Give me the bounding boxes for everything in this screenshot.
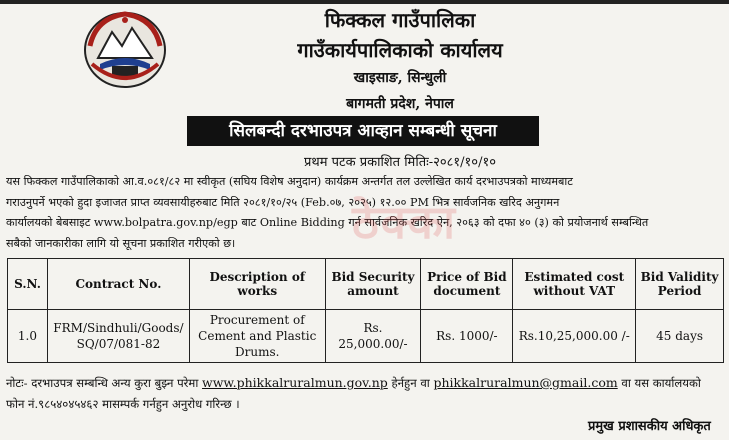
notice-title: सिलबन्दी दरभाउपत्र आव्हान सम्बन्धी सूचना (187, 116, 539, 146)
note-suffix: वा यस कार्यालयको (621, 376, 701, 390)
cell-contract-no: FRM/Sindhuli/Goods/ SQ/07/081-82 (47, 310, 189, 363)
cell-sn: 1.0 (8, 310, 48, 363)
header-bid-security: Bid Security amount (325, 259, 421, 310)
table-row (8, 310, 724, 363)
province-name: बागमती प्रदेश, नेपाल (346, 96, 454, 112)
municipality-name: फिक्कल गाउँपालिका (324, 8, 476, 32)
notice-body-line: यस फिक्कल गाउँपालिकाको आ.व.०८१/८२ मा स्वीकृत (सघिय विशेष अनुदान) कार्यक्रम अन्तर्गत तल उल्लेखित कार्य दरभाउपत्रको माध्यमबाट (6, 175, 573, 188)
header-contract-no: Contract No. (47, 259, 189, 310)
note-prefix: नोटः- दरभाउपत्र सम्बन्धि अन्य कुरा बुझ्न परेमा (6, 376, 199, 390)
publication-date: प्रथम पटक प्रकाशित मितिः-२०८१/१०/१० (304, 155, 496, 170)
header-description: Description of works (189, 259, 325, 310)
footer-note (6, 372, 722, 415)
header-doc-price: Price of Bid document (421, 259, 513, 310)
top-rule (0, 0, 729, 4)
notice-body-line: सबैको जानकारीका लागि यो सूचना प्रकाशित गरीएको छ। (6, 236, 236, 250)
cell-bid-security: Rs. 25,000.00/- (325, 310, 421, 363)
office-location: खाइसाङ, सिन्धुली (353, 70, 447, 86)
bid-table (7, 258, 724, 363)
header-sn: S.N. (8, 259, 48, 310)
table-header-row (8, 259, 724, 310)
email-link[interactable]: phikkalruralmun@gmail.com (433, 375, 618, 390)
watermark: ठेक्का (352, 195, 458, 249)
footer-note-line-1 (6, 372, 722, 394)
signatory: प्रमुख प्रशासकीय अधिकृत (588, 419, 711, 434)
municipal-emblem-icon (82, 6, 168, 90)
notice-body-line: गराउनुपर्ने भएको हुदा इजाजत प्राप्त व्यवसायीहरुबाट मिति २०८१/१०/२५ (Feb.०७, २०२५) १२.०० PM भित्र सार्वजनिक खरिद अनुगमन (6, 195, 560, 209)
notice-body-line: कार्यालयको बेबसाइट www.bolpatra.gov.np/egp बाट Online Bidding गर्न सार्वजनिक खरिद ऐन, २०६३ को दफा ४० (३) को प्रयोजनार्थ सम्बन्धित (6, 216, 649, 229)
footer-note-line-2: फोन नं.९८५४०४५४६२ मासम्पर्क गर्नहुन अनुरोध गरिन्छ । (6, 397, 240, 411)
office-name: गाउँकार्यपालिकाको कार्यालय (297, 38, 503, 62)
cell-doc-price: Rs. 1000/- (421, 310, 513, 363)
header-estimated-cost: Estimated cost without VAT (513, 259, 636, 310)
website-link[interactable]: www.phikkalruralmun.gov.np (202, 375, 388, 390)
cell-validity: 45 days (636, 310, 724, 363)
header-validity: Bid Validity Period (636, 259, 724, 310)
note-mid: हेर्नहुन वा (391, 376, 430, 390)
cell-estimated-cost: Rs.10,25,000.00 /- (513, 310, 636, 363)
cell-description: Procurement of Cement and Plastic Drums. (189, 310, 325, 363)
